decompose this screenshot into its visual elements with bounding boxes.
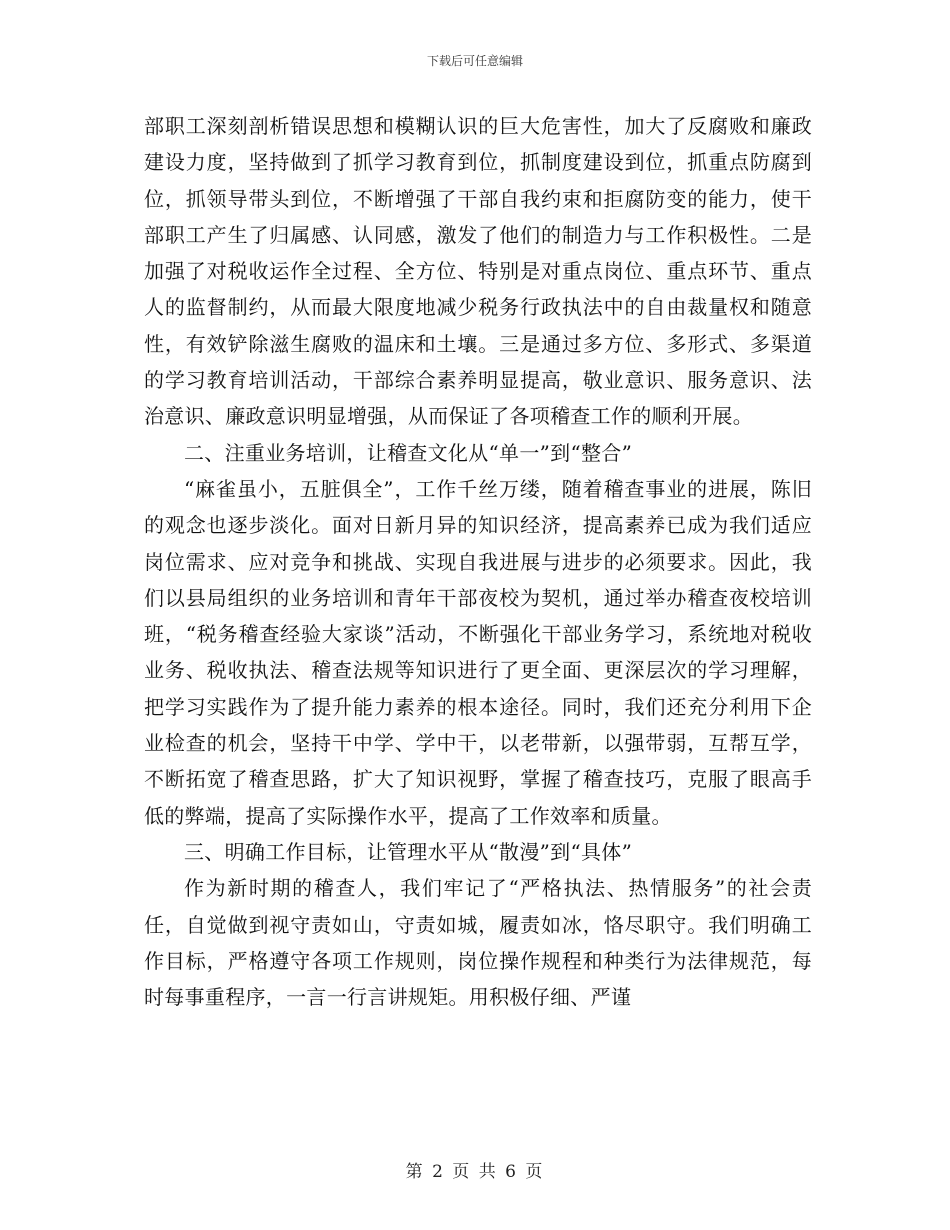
paragraph-section-2: “麻雀虽小，五脏俱全”，工作千丝万缕，随着稽查事业的进展，陈旧的观念也逐步淡化。面对日新月异的知识经济，提高素养已成为我们适应岗位需求、应对竞争和挑战、实现自我进展与进步的必须要求。因此，我们以县局组织的业务培训和青年干部夜校为契机，通过举办稽查夜校培训班，“税务稽查经验大家谈”活动，不断强化干部业务学习，系统地对税收业务、税收执法、稽查法规等知识进行了更全面、更深层次的学习理解，把学习实践作为了提升能力素养的根本途径。同时，我们还充分利用下企业检查的机会，坚持干中学、学中干，以老带新，以强带弱，互帮互学，不断拓宽了稽查思路，扩大了知识视野，掌握了稽查技巧，克服了眼高手低的弊端，提高了实际操作水平，提高了工作效率和质量。 [144, 476, 812, 828]
section-heading-2: 二、注重业务培训，让稽查文化从“单一”到“整合” [184, 440, 633, 465]
document-body [144, 108, 812, 1015]
section-heading-3: 三、明确工作目标，让管理水平从“散漫”到“具体” [184, 839, 633, 864]
paragraph-continuation: 部职工深刻剖析错误思想和模糊认识的巨大危害性，加大了反腐败和廉政建设力度，坚持做到了抓学习教育到位，抓制度建设到位，抓重点防腐到位，抓领导带头到位，不断增强了干部自我约束和拒腐防变的能力，使干部职工产生了归属感、认同感，激发了他们的制造力与工作积极性。二是加强了对税收运作全过程、全方位、特别是对重点岗位、重点环节、重点人的监督制约，从而最大限度地减少税务行政执法中的自由裁量权和随意性，有效铲除滋生腐败的温床和土壤。三是通过多方位、多形式、多渠道的学习教育培训活动，干部综合素养明显提高，敬业意识、服务意识、法治意识、廉政意识明显增强，从而保证了各项稽查工作的顺利开展。 [144, 114, 812, 429]
page-header-note: 下载后可任意编辑 [426, 54, 523, 68]
page-number: 第 2 页 共 6 页 [405, 1162, 545, 1182]
paragraph-section-3: 作为新时期的稽查人，我们牢记了“严格执法、热情服务”的社会责任，自觉做到视守责如山，守责如城，履责如冰，恪尽职守。我们明确工作目标，严格遵守各项工作规则，岗位操作规程和种类行为法律规范，每时每事重程序，一言一行言讲规矩。用积极仔细、严谨 [144, 876, 812, 1010]
